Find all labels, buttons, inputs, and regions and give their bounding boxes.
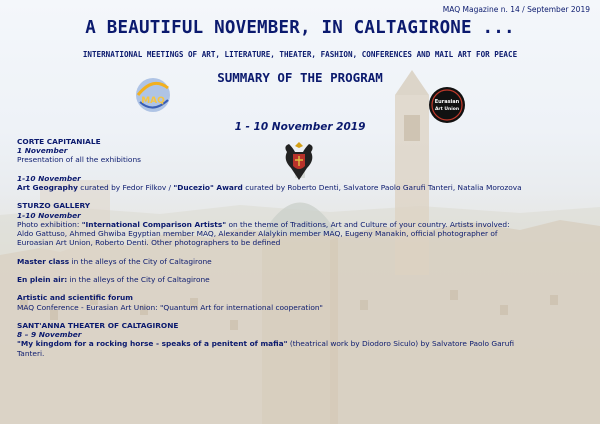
section-en-plein-air: En plein air: in the alleys of the City of Caltagirone — [17, 274, 210, 284]
theatrical-work-title: "My kingdom for a rocking horse - speaks of a penitent of mafia" — [17, 339, 288, 349]
section-heading: SANT'ANNA THEATER OF CALTAGIRONE — [17, 320, 179, 330]
section-heading: STURZO GALLERY — [17, 201, 91, 211]
en-plein-air-label: En plein air: — [17, 274, 68, 284]
section-heading: CORTE CAPITANIALE — [17, 137, 101, 146]
section-date: 1 November — [17, 146, 68, 156]
page-title: A BEAUTIFUL NOVEMBER, IN CALTAGIRONE ... — [85, 18, 515, 38]
section-date: 1-10 November — [17, 173, 81, 183]
section-text: Art Geography curated by Fedor Filkov / "Ducezio" Award curated by Roberto Denti, Salvatore Paolo Garufi Tanteri, Natalia Morozova — [17, 183, 522, 192]
maq-logo — [132, 74, 174, 116]
section-text: MAQ Conference - Eurasian Art Union: "Quantum Art for international cooperation" — [17, 302, 323, 312]
section-text-line: Aldo Gattuso, Ahmed Ghwiba Egyptian member MAQ, Alexander Alalykin member MAQ, Eugeny Manakin, official photographer of — [17, 229, 498, 238]
ducezio-award-label: "Ducezio" Award — [173, 183, 243, 192]
section-corte-capitaniale — [17, 137, 592, 165]
program-content — [17, 137, 592, 358]
section-forum — [17, 293, 592, 311]
master-class-label: Master class — [17, 256, 70, 266]
svg-text:MAQ: MAQ — [141, 96, 165, 106]
section-heading: Artistic and scientific forum — [17, 293, 133, 303]
magazine-masthead: MAQ Magazine n. 14 / September 2019 — [442, 5, 590, 14]
eurasian-art-union-logo — [428, 86, 466, 124]
section-text: "My kingdom for a rocking horse - speaks of a penitent of mafia" (theatrical work by Diodoro Siculo) by Salvatore Paolo Garufi — [17, 339, 515, 349]
svg-text:Eurasian: Eurasian — [434, 99, 460, 105]
section-art-geography — [17, 174, 592, 192]
summary-heading: SUMMARY OF THE PROGRAM — [217, 70, 383, 85]
section-sturzo-gallery — [17, 201, 592, 247]
section-text: Photo exhibition: "International Comparison Artists" on the theme of Traditions, Art and Culture of your country. Artists involved: — [17, 219, 510, 229]
section-text-line: Euroasian Art Union, Roberto Denti. Other photographers to be defined — [17, 238, 281, 248]
exhibition-title: "International Comparison Artists" — [81, 219, 227, 229]
event-dates: 1 - 10 November 2019 — [234, 121, 366, 133]
art-geography-label: Art Geography — [17, 183, 78, 192]
section-sant-anna-theater — [17, 321, 592, 358]
page-subtitle: INTERNATIONAL MEETINGS OF ART, LITERATURE, THEATER, FASHION, CONFERENCES AND MAIL ART FOR PEACE — [82, 50, 518, 59]
section-text: Presentation of all the exhibitions — [17, 155, 141, 165]
section-master-class: Master class in the alleys of the City of Caltagirone — [17, 256, 212, 266]
section-date: 8 – 9 November — [17, 330, 82, 340]
svg-text:Art Union: Art Union — [434, 107, 460, 112]
section-date: 1-10 November — [17, 210, 81, 220]
section-text-line: Tanteri. — [17, 348, 45, 358]
